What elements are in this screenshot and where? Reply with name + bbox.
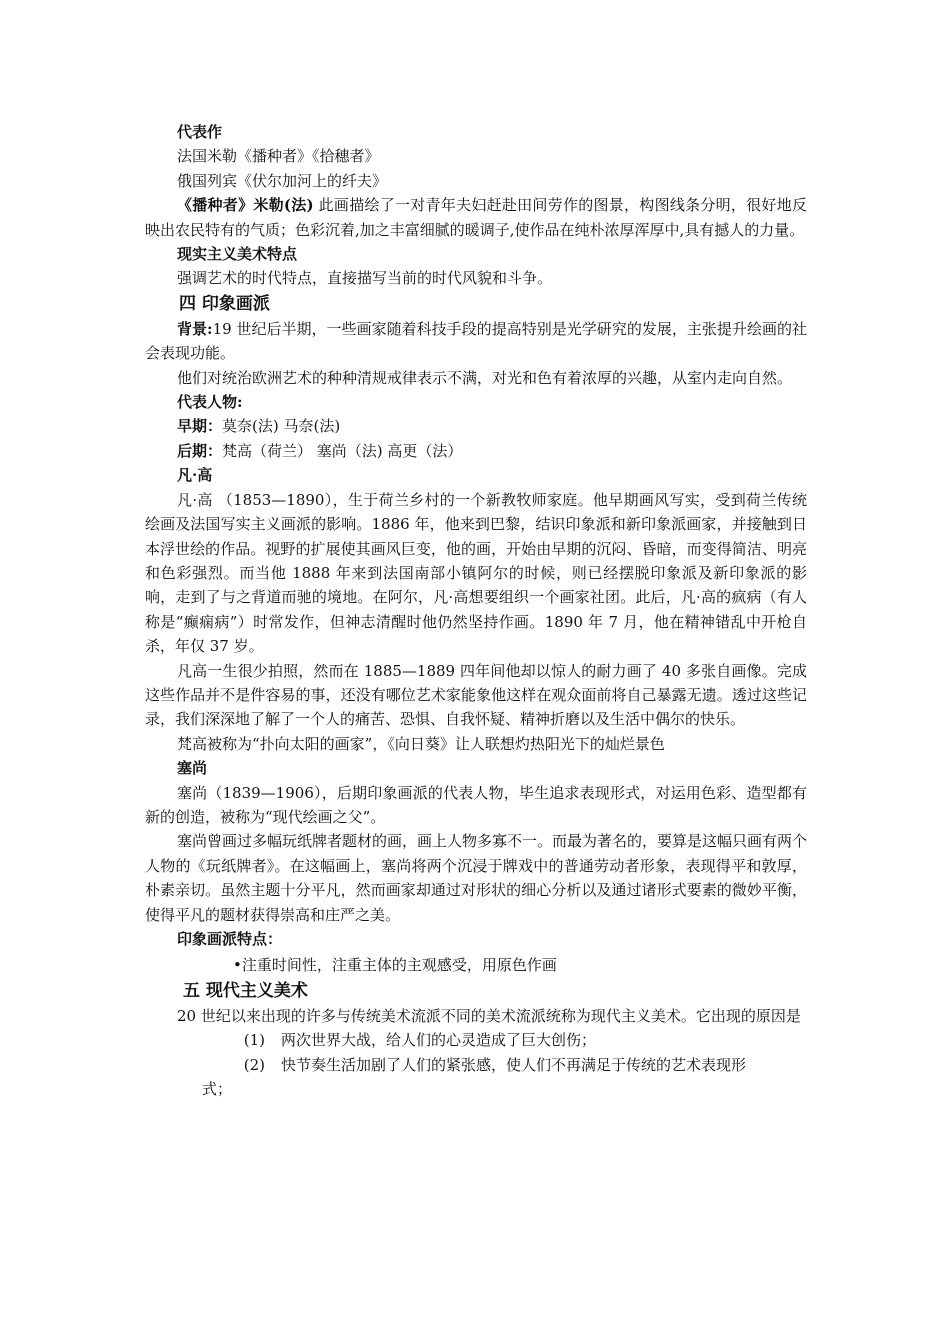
document-page: [145, 120, 807, 1101]
background-paragraph: [145, 317, 807, 366]
reason-item-2: [145, 1053, 807, 1077]
cezanne-paragraph-1: 塞尚（1839—1906），后期印象画派的代表人物，毕生追求表现形式，对运用色彩、造型都有新的创造，被称为“现代绘画之父”。: [145, 783, 807, 826]
reason-item-2-continued: 式；: [202, 1080, 233, 1099]
sower-title: 《播种者》米勒(法): [177, 196, 314, 215]
modernism-paragraph: 20 世纪以来出现的许多与传统美术流派不同的美术流派统称为现代主义美术。它出现的原因是: [177, 1006, 801, 1025]
late-period-line: [145, 439, 807, 463]
realism-features-text: 强调艺术的时代特点，直接描写当前的时代风貌和斗争。: [177, 269, 553, 288]
reason-item-1: [145, 1028, 807, 1052]
sower-text: 此画描绘了一对青年夫妇赶赴田间劳作的图景，构图线条分明，很好地反映出农民特有的气质；色彩沉着,加之丰富细腻的暖调子,使作品在纯朴浓厚浑厚中,具有撼人的力量。: [145, 196, 807, 239]
reason-number: (2): [243, 1055, 265, 1074]
van-gogh-heading: 凡·高: [177, 466, 213, 485]
late-text: 梵高（荷兰） 塞尚（法) 高更（法）: [222, 441, 463, 460]
van-gogh-paragraph-3: 梵高被称为“扑向太阳的画家”，《向日葵》让人联想灼热阳光下的灿烂景色: [177, 734, 665, 753]
early-period-line: [145, 414, 807, 438]
background-label: 背景:: [177, 319, 213, 338]
modernism-section-title: 五 现代主义美术: [183, 980, 308, 1001]
sower-paragraph: [145, 193, 807, 242]
realism-features-heading: 现实主义美术特点: [177, 245, 298, 264]
impressionism-features-bullet: •注重时间性，注重主体的主观感受，用原色作画: [233, 956, 557, 975]
repin-line: 俄国列宾《伏尔加河上的纤夫》: [177, 171, 388, 190]
reason-text: 两次世界大战，给人们的心灵造成了巨大创伤；: [281, 1031, 597, 1050]
reason-text: 快节奏生活加剧了人们的紧张感，使人们不再满足于传统的艺术表现形: [281, 1055, 747, 1074]
cezanne-heading: 塞尚: [177, 759, 208, 778]
impressionism-paragraph-2: 他们对统治欧洲艺术的种种清规戒律表示不满，对光和色有着浓厚的兴趣，从室内走向自然。: [177, 368, 793, 387]
impressionism-features-heading: 印象画派特点：: [177, 930, 283, 948]
reason-number: (1): [243, 1031, 265, 1050]
background-text: 19 世纪后半期，一些画家随着科技手段的提高特别是光学研究的发展，主张提升绘画的社会表现功能。: [145, 319, 808, 363]
cezanne-paragraph-2: 塞尚曾画过多幅玩纸牌者题材的画，画上人物多寡不一。而最为著名的，要算是这幅只画有两个人物的《玩纸牌者》。在这幅画上，塞尚将两个沉浸于牌戏中的普通劳动者形象，表现得平和敦厚，朴素亲切。虽然主题十分平凡，然而画家却通过对形状的细心分析以及通过诸形式要素的微妙平衡，使得平凡的题材获得崇高和庄严之美。: [145, 832, 808, 924]
van-gogh-paragraph-2: 凡高一生很少拍照，然而在 1885—1889 四年间他却以惊人的耐力画了 40 多张自画像。完成这些作品并不是件容易的事，还没有哪位艺术家能象他这样在观众面前将自己暴露无遗。透过这些记录，我们深深地了解了一个人的痛苦、恐惧、自我怀疑、精神折磨以及生活中偶尔的快乐。: [145, 661, 807, 729]
representatives-heading: 代表人物:: [177, 393, 243, 412]
early-label: 早期：: [177, 417, 223, 436]
impressionism-section-title: 四 印象画派: [179, 293, 270, 314]
representative-works-heading: 代表作: [177, 123, 223, 141]
millet-line: 法国米勒《播种者》《拾穗者》: [177, 147, 380, 166]
late-label: 后期：: [177, 441, 223, 460]
early-text: 莫奈(法) 马奈(法): [222, 417, 341, 436]
van-gogh-paragraph-1: 凡·高 （1853—1890），生于荷兰乡村的一个新教牧师家庭。他早期画风写实，受到荷兰传统绘画及法国写实主义画派的影响。1886 年，他来到巴黎，结识印象派和新印象派画家，并接触到日本浮世绘的作品。视野的扩展使其画风巨变，他的画，开始由早期的沉闷、昏暗，而变得简洁、明亮和色彩强烈。而当他 1888 年来到法国南部小镇阿尔的时候，则已经摆脱印象派及新印象派的影响，走到了与之背道而驰的境地。在阿尔，凡·高想要组织一个画家社团。此后，凡·高的疯病（有人称是“癫痫病”）时常发作，但神志清醒时他仍然坚持作画。1890 年 7 月，他在精神错乱中开枪自杀，年仅 37 岁。: [145, 490, 807, 656]
